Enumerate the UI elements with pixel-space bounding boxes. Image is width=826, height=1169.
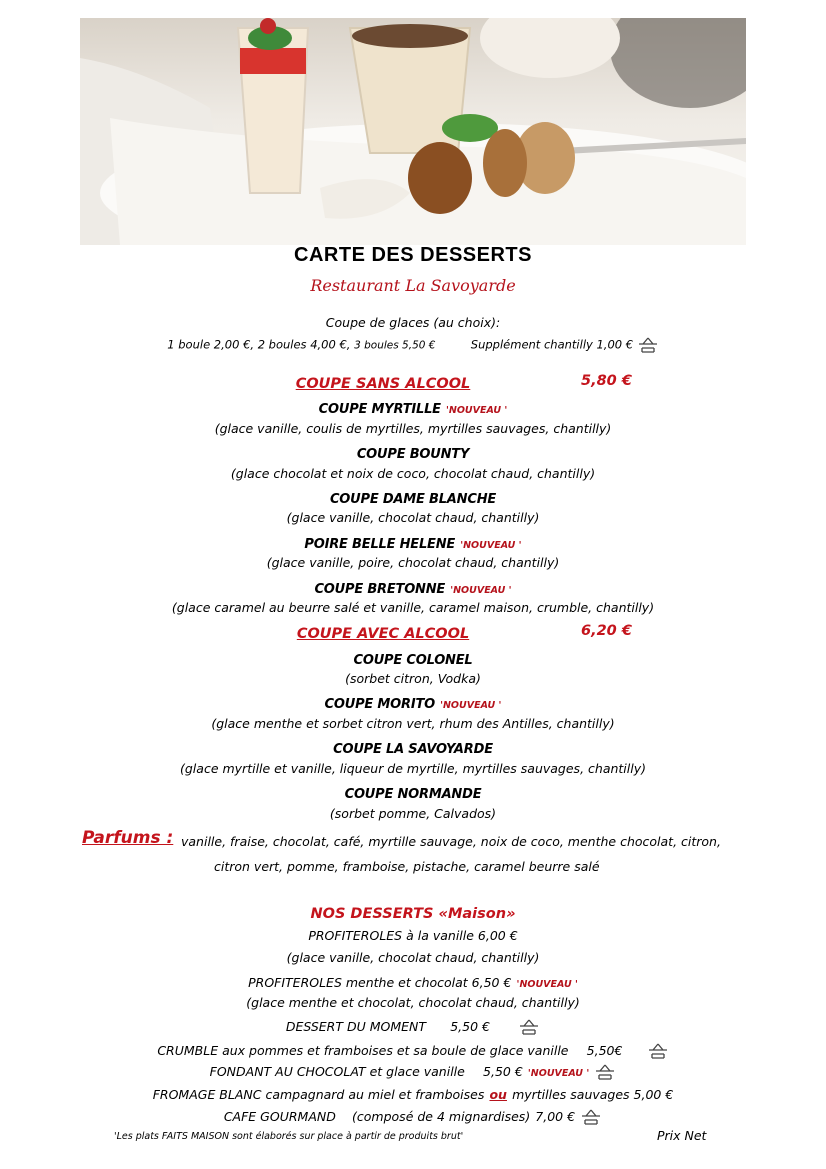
glaces-supplement: Supplément chantilly 1,00 € <box>470 337 634 352</box>
menu-item <box>0 488 826 507</box>
avec-alcool-price: 6,20 € <box>581 623 632 639</box>
fondant: FONDANT AU CHOCOLAT et glace vanille <box>209 1064 465 1079</box>
menu-item <box>0 693 826 712</box>
fromage-blanc-suite: myrtilles sauvages 5,00 € <box>512 1087 674 1102</box>
avec-alcool-heading-wrap <box>0 623 796 642</box>
item-desc: (glace vanille, coulis de myrtilles, myrtilles sauvages, chantilly) <box>214 421 612 436</box>
glaces-label: Coupe de glaces (au choix): <box>325 315 501 330</box>
nouveau-badge: 'NOUVEAU ' <box>516 979 578 990</box>
item-desc: (sorbet citron, Vodka) <box>345 671 481 686</box>
item-desc: (glace vanille, chocolat chaud, chantilly) <box>286 510 540 525</box>
menu-item <box>0 783 826 802</box>
cafe-gourmand-price: 7,00 € <box>535 1109 576 1124</box>
profiteroles-menthe: PROFITEROLES menthe et chocolat 6,50 € <box>248 975 512 990</box>
glaces-price-1-2: 1 boule 2,00 €, 2 boules 4,00 €, <box>167 337 351 352</box>
maison-heading-wrap <box>0 903 826 922</box>
nouveau-badge: 'NOUVEAU ' <box>445 405 508 416</box>
item-name: COUPE COLONEL <box>353 653 473 668</box>
fait-maison-icon <box>518 1019 540 1035</box>
item-name: COUPE NORMANDE <box>344 787 482 802</box>
glaces-prices-line <box>0 337 826 353</box>
cafe-gourmand-desc: (composé de 4 mignardises) <box>352 1109 531 1124</box>
page-title: CARTE DES DESSERTS <box>294 244 532 266</box>
prix-net: Prix Net <box>657 1128 707 1143</box>
sans-alcool-heading-wrap <box>0 373 796 392</box>
header-photo <box>80 18 746 245</box>
menu-item <box>0 649 826 668</box>
sans-alcool-price: 5,80 € <box>581 373 632 389</box>
cafe-gourmand-line <box>0 1106 826 1125</box>
profiteroles-vanille-desc: (glace vanille, chocolat chaud, chantilly) <box>286 950 540 965</box>
menu-item <box>0 443 826 462</box>
menu-item <box>0 398 826 417</box>
cafe-gourmand: CAFE GOURMAND <box>223 1109 336 1124</box>
avec-alcool-heading: COUPE AVEC ALCOOL <box>296 626 470 642</box>
menu-item <box>0 738 826 757</box>
fromage-line <box>0 1084 826 1103</box>
item-name: COUPE MYRTILLE <box>318 402 441 417</box>
item-name: POIRE BELLE HELENE <box>304 537 456 552</box>
glaces-price-3: 3 boules 5,50 € <box>354 339 436 352</box>
item-desc: (glace myrtille et vanille, liqueur de myrtille, myrtilles sauvages, chantilly) <box>180 761 646 776</box>
nouveau-badge: 'NOUVEAU ' <box>450 585 512 596</box>
crumble: CRUMBLE aux pommes et framboises et sa boule de glace vanille <box>157 1043 569 1058</box>
item-name: COUPE BOUNTY <box>356 447 470 462</box>
item-desc: (glace chocolat et noix de coco, chocolat chaud, chantilly) <box>230 466 596 481</box>
restaurant-name: Restaurant La Savoyarde <box>310 276 516 295</box>
parfums-line-2: citron vert, pomme, framboise, pistache, caramel beurre salé <box>214 859 600 874</box>
item-desc: (sorbet pomme, Calvados) <box>329 806 497 821</box>
menu-item <box>0 533 826 552</box>
parfums-line-1: vanille, fraise, chocolat, café, myrtille sauvage, noix de coco, menthe chocolat, citron, <box>181 834 721 849</box>
fait-maison-icon <box>580 1109 602 1125</box>
profiteroles-menthe-line <box>0 972 826 991</box>
profiteroles-menthe-desc: (glace menthe et chocolat, chocolat chaud, chantilly) <box>246 995 580 1010</box>
item-desc: (glace menthe et sorbet citron vert, rhum des Antilles, chantilly) <box>211 716 615 731</box>
fondant-price: 5,50 € <box>483 1064 523 1079</box>
item-name: COUPE MORITO <box>324 697 435 712</box>
fromage-ou: ou <box>489 1087 507 1102</box>
crumble-line <box>0 1040 826 1059</box>
dessert-moment: DESSERT DU MOMENT <box>285 1019 427 1034</box>
crumble-price: 5,50€ <box>586 1043 623 1058</box>
parfums-label: Parfums : <box>82 828 174 848</box>
fromage-blanc: FROMAGE BLANC campagnard au miel et framboises <box>152 1087 485 1102</box>
fondant-line <box>0 1061 826 1080</box>
dessert-moment-price: 5,50 € <box>450 1019 490 1034</box>
item-name: COUPE LA SAVOYARDE <box>333 742 493 757</box>
fait-maison-icon <box>637 337 659 353</box>
menu-item <box>0 578 826 597</box>
nouveau-badge: 'NOUVEAU ' <box>527 1068 590 1079</box>
dessert-plate-illustration <box>80 18 746 245</box>
maison-heading: NOS DESSERTS «Maison» <box>310 906 516 922</box>
fait-maison-icon <box>647 1043 669 1059</box>
nouveau-badge: 'NOUVEAU ' <box>460 540 522 551</box>
fait-maison-note: 'Les plats FAITS MAISON sont élaborés sur place à partir de produits brut' <box>114 1131 464 1142</box>
item-name: COUPE DAME BLANCHE <box>329 492 497 507</box>
item-desc: (glace vanille, poire, chocolat chaud, chantilly) <box>266 555 560 570</box>
dessert-moment-line <box>0 1016 826 1035</box>
nouveau-badge: 'NOUVEAU ' <box>440 700 502 711</box>
item-name: COUPE BRETONNE <box>314 582 446 597</box>
fait-maison-icon <box>594 1064 616 1080</box>
profiteroles-vanille: PROFITEROLES à la vanille 6,00 € <box>308 928 518 943</box>
item-desc: (glace caramel au beurre salé et vanille, caramel maison, crumble, chantilly) <box>171 600 655 615</box>
sans-alcool-heading: COUPE SANS ALCOOL <box>295 376 471 392</box>
